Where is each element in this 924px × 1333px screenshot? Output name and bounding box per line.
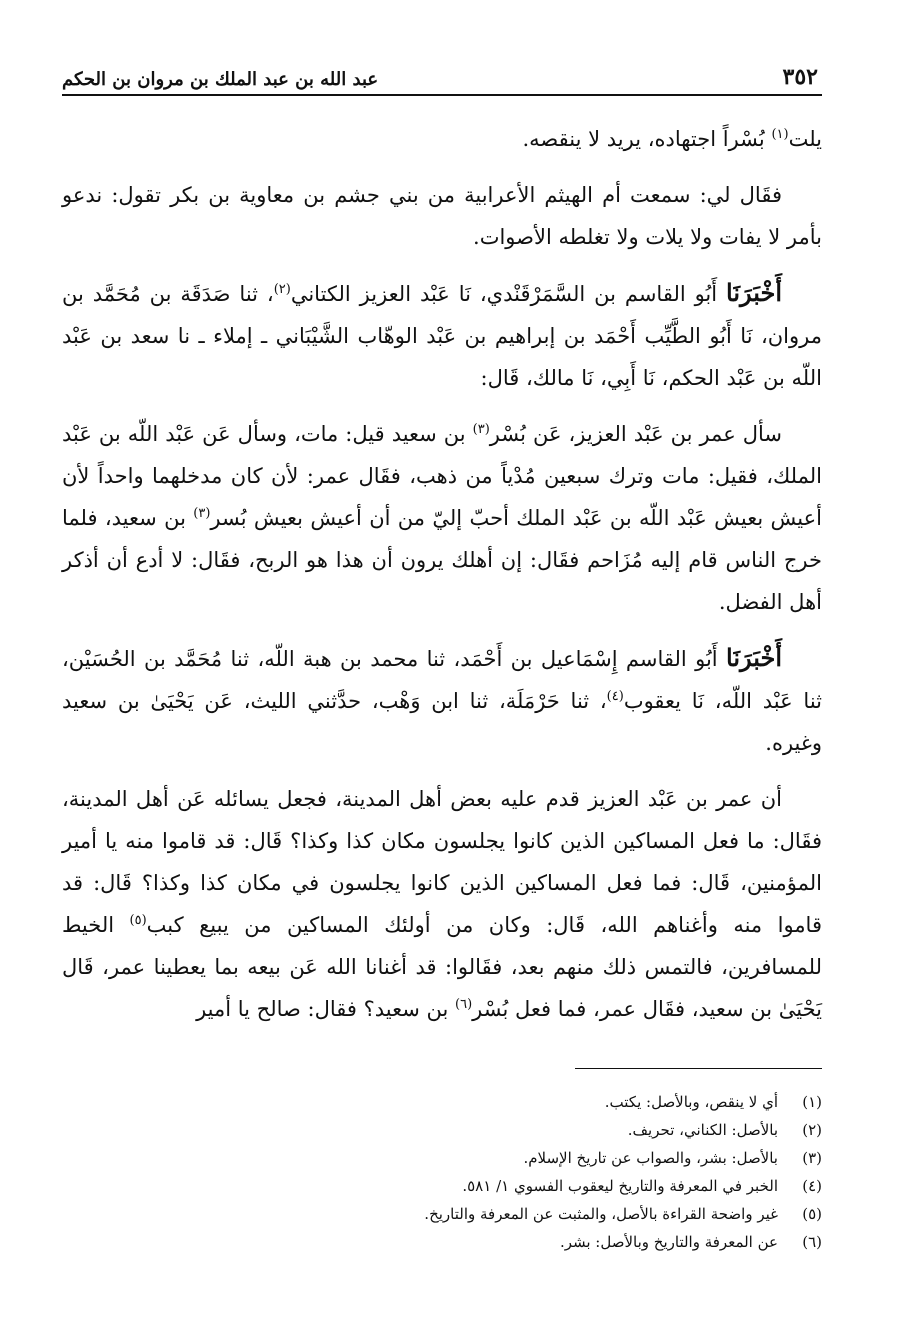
paragraph — [62, 637, 822, 764]
footnote-text: غير واضحة القراءة بالأصل، والمثبت عن المعرفة والتاريخ. — [424, 1205, 778, 1223]
footnote-number: (٦) — [802, 1233, 822, 1251]
text-run: بن سعيد قيل: مات، وسأل عَن عَبْد اللّه بن عَبْد الملك، فقيل: مات وترك سبعين مُدْياً من ذهب، فقَال عمر: لأن كان مدخلهما واحداً لأن أعيش بعيش عَبْد اللّه بن عَبْد الملك أحبّ إليّ من أن أعيش بعيش بُسر — [62, 422, 822, 530]
footnote-number: (٤) — [802, 1177, 822, 1195]
text-run: فقَال لي: سمعت أم الهيثم الأعرابية من بني جشم بن معاوية بن بكر تقول: ندعو بأمر لا يفات ولا يلات ولا تغلطه الأصوات. — [62, 183, 822, 249]
footnote-ref: (٣) — [472, 422, 490, 437]
footnote-text: عن المعرفة والتاريخ وبالأصل: بشر. — [559, 1233, 778, 1251]
text-run: سأل عمر بن عَبْد العزيز، عَن بُسْر — [489, 422, 783, 446]
footnote-ref: (١) — [771, 127, 789, 142]
text-run: الخيط للمسافرين، فالتمس ذلك منهم بعد، فقَالوا: قد أغنانا الله عَن بيعه بما يعطينا عمر، قَال يَحْيَىٰ بن سعيد، فقَال عمر، فما فعل بُسْر — [62, 913, 822, 1021]
footnote-ref: (٢) — [273, 282, 291, 297]
text-run: ، ثنا حَرْمَلَة، ثنا ابن وَهْب، حدَّثني الليث، عَن يَحْيَىٰ بن سعيد وغيره. — [62, 689, 822, 755]
text-run: ، ثنا صَدَقَة بن مُحَمَّد بن مروان، نَا أَبُو الطَّيِّب أَحْمَد بن إبراهيم بن عَبْد الوهّاب الشَّيْبَاني ـ إملاء ـ نا سعد بن عَبْد اللّه بن عَبْد الحكم، نَا أَبِي، نَا مالك، قَال: — [62, 282, 822, 390]
paragraph — [62, 118, 822, 160]
footnote — [62, 1200, 822, 1228]
footnotes — [62, 1088, 822, 1256]
page-header — [62, 52, 822, 96]
footnote — [62, 1116, 822, 1144]
text-run: أن عمر بن عَبْد العزيز قدم عليه بعض أهل المدينة، فجعل يسائله عَن أهل المدينة، فقَال: ما فعل المساكين الذين كانوا يجلسون مكان كذا وكذا؟ قَال: قد قاموا منه يا أمير المؤمنين، قَال: فما فعل المساكين الذين كانوا يجلسون في مكان كذا وكذا؟ قَال: قد قاموا منه وأغناهم الله، قَال: وكان من أولئك المساكين من يبيع كبب — [62, 787, 822, 937]
footnote-ref: (٤) — [606, 689, 624, 704]
footnote-text: الخبر في المعرفة والتاريخ ليعقوب الفسوي ١/ ٥٨١. — [462, 1177, 778, 1195]
footnote — [62, 1228, 822, 1256]
running-title: عبد الله بن عبد الملك بن مروان بن الحكم — [62, 69, 379, 90]
footnote-text: بالأصل: بشر، والصواب عن تاريخ الإسلام. — [523, 1149, 778, 1167]
paragraph — [62, 778, 822, 1030]
footnote-number: (٢) — [802, 1121, 822, 1139]
footnote-text: بالأصل: الكناني، تحريف. — [627, 1121, 778, 1139]
footnote-number: (٣) — [802, 1149, 822, 1167]
footnote — [62, 1172, 822, 1200]
footnote-number: (٥) — [802, 1205, 822, 1223]
footnote-text: أي لا ينقص، وبالأصل: يكتب. — [604, 1093, 778, 1111]
footnote-separator — [575, 1068, 822, 1069]
isnad-lead: أَخْبَرَنَا — [726, 278, 783, 307]
footnote-ref: (٥) — [129, 913, 147, 928]
text-run: يلت — [788, 127, 822, 151]
main-text — [62, 118, 822, 1044]
isnad-lead: أَخْبَرَنَا — [726, 643, 782, 672]
text-run: بن سعيد، فلما خرج الناس قام إليه مُزَاحم فقَال: إن أهلك يرون أن هذا هو الربح، فقَال: لا أدع أن أذكر أهل الفضل. — [62, 506, 822, 614]
footnote-ref: (٣) — [193, 506, 211, 521]
page-number: ٣٥٢ — [782, 64, 818, 90]
text-run: بن سعيد؟ فقال: صالح يا أمير — [196, 997, 456, 1021]
footnote-ref: (٦) — [455, 997, 473, 1012]
footnote — [62, 1144, 822, 1172]
footnote-number: (١) — [802, 1093, 822, 1111]
paragraph — [62, 272, 822, 399]
paragraph — [62, 174, 822, 258]
paragraph — [62, 413, 822, 623]
text-run: بُسْراً اجتهاده، يريد لا ينقصه. — [522, 127, 772, 151]
text-run: أَبُو القاسم بن السَّمَرْقَنْدي، نَا عَبْد العزيز الكتاني — [290, 282, 727, 306]
text-run: أَبُو القاسم إِسْمَاعيل بن أَحْمَد، ثنا محمد بن هبة اللّه، ثنا مُحَمَّد بن الحُسَيْن، ثنا عَبْد اللّه، نَا يعقوب — [62, 647, 823, 713]
footnote — [62, 1088, 822, 1116]
